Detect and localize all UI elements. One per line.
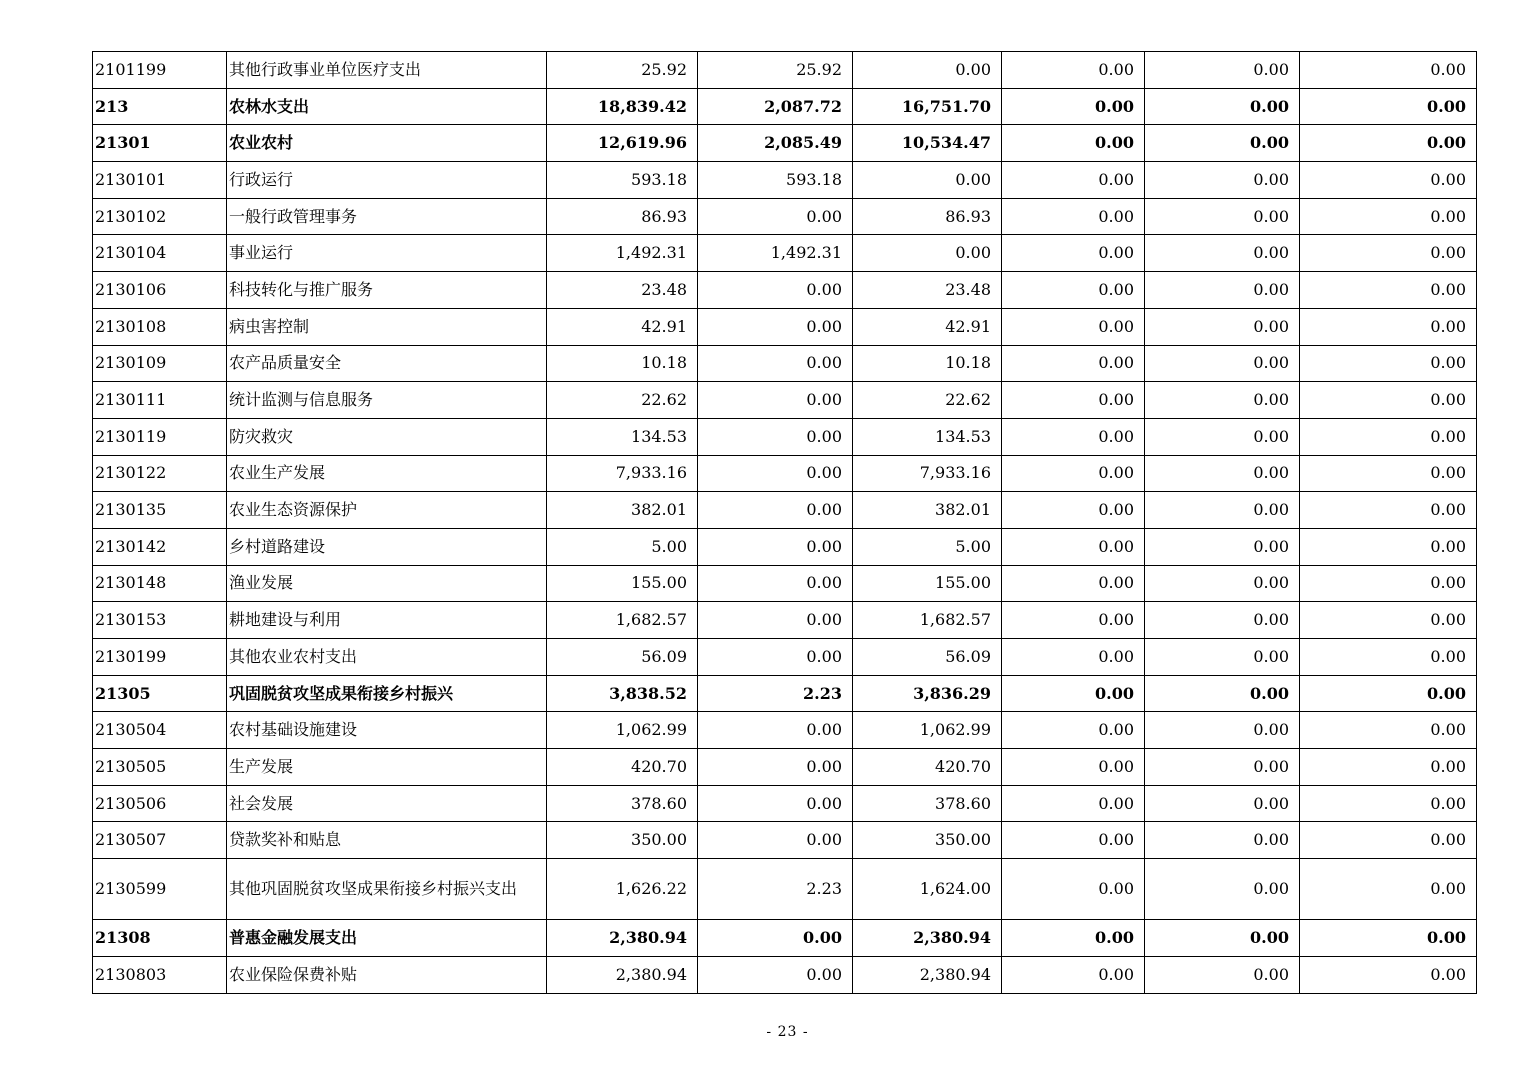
table-row	[93, 675, 1477, 712]
column-5-cell: 0.00	[1145, 272, 1300, 309]
table-row	[93, 52, 1477, 89]
subject-name-cell: 科技转化与推广服务	[227, 272, 547, 309]
column-6-cell: 0.00	[1300, 602, 1477, 639]
project-expenditure-cell: 420.70	[853, 749, 1002, 786]
subject-name-cell: 社会发展	[227, 785, 547, 822]
subject-code-cell: 2130108	[93, 308, 227, 345]
column-6-cell: 0.00	[1300, 418, 1477, 455]
project-expenditure-cell: 2,380.94	[853, 956, 1002, 993]
column-4-cell: 0.00	[1002, 920, 1145, 957]
total-cell: 1,492.31	[547, 235, 698, 272]
subject-name-cell: 农业保险保费补贴	[227, 956, 547, 993]
total-cell: 25.92	[547, 52, 698, 89]
subject-name-cell: 农林水支出	[227, 88, 547, 125]
column-4-cell: 0.00	[1002, 345, 1145, 382]
basic-expenditure-cell: 2.23	[698, 859, 853, 920]
column-4-cell: 0.00	[1002, 52, 1145, 89]
column-4-cell: 0.00	[1002, 956, 1145, 993]
column-4-cell: 0.00	[1002, 528, 1145, 565]
project-expenditure-cell: 7,933.16	[853, 455, 1002, 492]
subject-code-cell: 2101199	[93, 52, 227, 89]
column-4-cell: 0.00	[1002, 785, 1145, 822]
column-6-cell: 0.00	[1300, 749, 1477, 786]
column-4-cell: 0.00	[1002, 308, 1145, 345]
subject-code-cell: 21301	[93, 125, 227, 162]
column-5-cell: 0.00	[1145, 492, 1300, 529]
project-expenditure-cell: 42.91	[853, 308, 1002, 345]
basic-expenditure-cell: 0.00	[698, 639, 853, 676]
column-5-cell: 0.00	[1145, 52, 1300, 89]
project-expenditure-cell: 22.62	[853, 382, 1002, 419]
column-6-cell: 0.00	[1300, 345, 1477, 382]
column-4-cell: 0.00	[1002, 455, 1145, 492]
total-cell: 12,619.96	[547, 125, 698, 162]
project-expenditure-cell: 155.00	[853, 565, 1002, 602]
column-5-cell: 0.00	[1145, 198, 1300, 235]
basic-expenditure-cell: 1,492.31	[698, 235, 853, 272]
column-4-cell: 0.00	[1002, 639, 1145, 676]
subject-code-cell: 21308	[93, 920, 227, 957]
subject-name-cell: 农村基础设施建设	[227, 712, 547, 749]
basic-expenditure-cell: 0.00	[698, 822, 853, 859]
column-4-cell: 0.00	[1002, 859, 1145, 920]
subject-name-cell: 其他行政事业单位医疗支出	[227, 52, 547, 89]
total-cell: 350.00	[547, 822, 698, 859]
subject-name-cell: 其他巩固脱贫攻坚成果衔接乡村振兴支出	[227, 859, 547, 920]
table-row	[93, 492, 1477, 529]
subject-code-cell: 2130142	[93, 528, 227, 565]
column-5-cell: 0.00	[1145, 88, 1300, 125]
column-6-cell: 0.00	[1300, 382, 1477, 419]
basic-expenditure-cell: 0.00	[698, 956, 853, 993]
column-5-cell: 0.00	[1145, 308, 1300, 345]
table-row	[93, 822, 1477, 859]
column-6-cell: 0.00	[1300, 125, 1477, 162]
table-row	[93, 455, 1477, 492]
basic-expenditure-cell: 0.00	[698, 785, 853, 822]
total-cell: 593.18	[547, 162, 698, 199]
subject-name-cell: 渔业发展	[227, 565, 547, 602]
subject-code-cell: 2130102	[93, 198, 227, 235]
column-5-cell: 0.00	[1145, 639, 1300, 676]
subject-code-cell: 2130122	[93, 455, 227, 492]
basic-expenditure-cell: 0.00	[698, 382, 853, 419]
basic-expenditure-cell: 0.00	[698, 198, 853, 235]
project-expenditure-cell: 1,062.99	[853, 712, 1002, 749]
subject-name-cell: 统计监测与信息服务	[227, 382, 547, 419]
subject-name-cell: 贷款奖补和贴息	[227, 822, 547, 859]
project-expenditure-cell: 0.00	[853, 162, 1002, 199]
column-5-cell: 0.00	[1145, 455, 1300, 492]
column-5-cell: 0.00	[1145, 749, 1300, 786]
table-row	[93, 749, 1477, 786]
subject-code-cell: 2130101	[93, 162, 227, 199]
column-6-cell: 0.00	[1300, 528, 1477, 565]
subject-name-cell: 防灾救灾	[227, 418, 547, 455]
basic-expenditure-cell: 0.00	[698, 455, 853, 492]
total-cell: 23.48	[547, 272, 698, 309]
column-4-cell: 0.00	[1002, 235, 1145, 272]
table-row	[93, 418, 1477, 455]
basic-expenditure-cell: 0.00	[698, 308, 853, 345]
subject-name-cell: 一般行政管理事务	[227, 198, 547, 235]
subject-code-cell: 2130104	[93, 235, 227, 272]
subject-name-cell: 耕地建设与利用	[227, 602, 547, 639]
table-row	[93, 639, 1477, 676]
column-4-cell: 0.00	[1002, 749, 1145, 786]
table-row	[93, 198, 1477, 235]
column-6-cell: 0.00	[1300, 712, 1477, 749]
column-4-cell: 0.00	[1002, 272, 1145, 309]
project-expenditure-cell: 0.00	[853, 235, 1002, 272]
table-row	[93, 712, 1477, 749]
column-4-cell: 0.00	[1002, 382, 1145, 419]
basic-expenditure-cell: 2,085.49	[698, 125, 853, 162]
column-5-cell: 0.00	[1145, 602, 1300, 639]
subject-code-cell: 2130135	[93, 492, 227, 529]
basic-expenditure-cell: 2,087.72	[698, 88, 853, 125]
column-6-cell: 0.00	[1300, 822, 1477, 859]
subject-name-cell: 巩固脱贫攻坚成果衔接乡村振兴	[227, 675, 547, 712]
column-5-cell: 0.00	[1145, 920, 1300, 957]
column-4-cell: 0.00	[1002, 492, 1145, 529]
total-cell: 1,626.22	[547, 859, 698, 920]
column-5-cell: 0.00	[1145, 528, 1300, 565]
subject-code-cell: 2130507	[93, 822, 227, 859]
total-cell: 1,682.57	[547, 602, 698, 639]
project-expenditure-cell: 0.00	[853, 52, 1002, 89]
subject-code-cell: 2130505	[93, 749, 227, 786]
table-row	[93, 956, 1477, 993]
table-row	[93, 162, 1477, 199]
column-4-cell: 0.00	[1002, 602, 1145, 639]
project-expenditure-cell: 134.53	[853, 418, 1002, 455]
subject-name-cell: 乡村道路建设	[227, 528, 547, 565]
column-6-cell: 0.00	[1300, 455, 1477, 492]
table-row	[93, 528, 1477, 565]
total-cell: 7,933.16	[547, 455, 698, 492]
page-number: - 23 -	[766, 1024, 809, 1040]
column-6-cell: 0.00	[1300, 198, 1477, 235]
column-5-cell: 0.00	[1145, 675, 1300, 712]
total-cell: 86.93	[547, 198, 698, 235]
project-expenditure-cell: 10,534.47	[853, 125, 1002, 162]
column-5-cell: 0.00	[1145, 956, 1300, 993]
subject-code-cell: 213	[93, 88, 227, 125]
subject-code-cell: 2130599	[93, 859, 227, 920]
column-4-cell: 0.00	[1002, 88, 1145, 125]
subject-code-cell: 2130153	[93, 602, 227, 639]
basic-expenditure-cell: 0.00	[698, 528, 853, 565]
column-6-cell: 0.00	[1300, 956, 1477, 993]
subject-name-cell: 病虫害控制	[227, 308, 547, 345]
project-expenditure-cell: 23.48	[853, 272, 1002, 309]
table-row	[93, 565, 1477, 602]
column-4-cell: 0.00	[1002, 418, 1145, 455]
column-4-cell: 0.00	[1002, 162, 1145, 199]
column-6-cell: 0.00	[1300, 565, 1477, 602]
project-expenditure-cell: 350.00	[853, 822, 1002, 859]
basic-expenditure-cell: 0.00	[698, 565, 853, 602]
subject-name-cell: 事业运行	[227, 235, 547, 272]
column-5-cell: 0.00	[1145, 345, 1300, 382]
column-6-cell: 0.00	[1300, 308, 1477, 345]
subject-code-cell: 2130106	[93, 272, 227, 309]
basic-expenditure-cell: 0.00	[698, 749, 853, 786]
column-5-cell: 0.00	[1145, 565, 1300, 602]
basic-expenditure-cell: 0.00	[698, 492, 853, 529]
table-row	[93, 272, 1477, 309]
total-cell: 56.09	[547, 639, 698, 676]
basic-expenditure-cell: 0.00	[698, 602, 853, 639]
column-4-cell: 0.00	[1002, 565, 1145, 602]
subject-name-cell: 农业农村	[227, 125, 547, 162]
project-expenditure-cell: 1,682.57	[853, 602, 1002, 639]
column-5-cell: 0.00	[1145, 712, 1300, 749]
total-cell: 134.53	[547, 418, 698, 455]
column-6-cell: 0.00	[1300, 859, 1477, 920]
table-row	[93, 125, 1477, 162]
total-cell: 2,380.94	[547, 956, 698, 993]
total-cell: 382.01	[547, 492, 698, 529]
column-6-cell: 0.00	[1300, 675, 1477, 712]
subject-name-cell: 行政运行	[227, 162, 547, 199]
table-row	[93, 785, 1477, 822]
basic-expenditure-cell: 0.00	[698, 345, 853, 382]
table-row	[93, 920, 1477, 957]
total-cell: 42.91	[547, 308, 698, 345]
project-expenditure-cell: 382.01	[853, 492, 1002, 529]
total-cell: 18,839.42	[547, 88, 698, 125]
total-cell: 2,380.94	[547, 920, 698, 957]
column-4-cell: 0.00	[1002, 712, 1145, 749]
subject-name-cell: 其他农业农村支出	[227, 639, 547, 676]
column-6-cell: 0.00	[1300, 785, 1477, 822]
subject-code-cell: 2130148	[93, 565, 227, 602]
table-row	[93, 88, 1477, 125]
table-row	[93, 235, 1477, 272]
table-row	[93, 602, 1477, 639]
basic-expenditure-cell: 0.00	[698, 418, 853, 455]
column-5-cell: 0.00	[1145, 382, 1300, 419]
column-5-cell: 0.00	[1145, 822, 1300, 859]
basic-expenditure-cell: 0.00	[698, 272, 853, 309]
table-row	[93, 308, 1477, 345]
column-5-cell: 0.00	[1145, 418, 1300, 455]
column-6-cell: 0.00	[1300, 52, 1477, 89]
basic-expenditure-cell: 25.92	[698, 52, 853, 89]
column-6-cell: 0.00	[1300, 492, 1477, 529]
total-cell: 3,838.52	[547, 675, 698, 712]
total-cell: 378.60	[547, 785, 698, 822]
column-4-cell: 0.00	[1002, 675, 1145, 712]
column-4-cell: 0.00	[1002, 198, 1145, 235]
project-expenditure-cell: 1,624.00	[853, 859, 1002, 920]
project-expenditure-cell: 2,380.94	[853, 920, 1002, 957]
column-6-cell: 0.00	[1300, 639, 1477, 676]
subject-code-cell: 2130199	[93, 639, 227, 676]
project-expenditure-cell: 3,836.29	[853, 675, 1002, 712]
table-body	[93, 52, 1477, 994]
basic-expenditure-cell: 0.00	[698, 920, 853, 957]
column-5-cell: 0.00	[1145, 235, 1300, 272]
project-expenditure-cell: 378.60	[853, 785, 1002, 822]
subject-code-cell: 2130111	[93, 382, 227, 419]
project-expenditure-cell: 16,751.70	[853, 88, 1002, 125]
basic-expenditure-cell: 2.23	[698, 675, 853, 712]
column-5-cell: 0.00	[1145, 125, 1300, 162]
column-5-cell: 0.00	[1145, 859, 1300, 920]
column-6-cell: 0.00	[1300, 88, 1477, 125]
table-row	[93, 382, 1477, 419]
column-4-cell: 0.00	[1002, 822, 1145, 859]
column-6-cell: 0.00	[1300, 162, 1477, 199]
subject-code-cell: 2130803	[93, 956, 227, 993]
project-expenditure-cell: 5.00	[853, 528, 1002, 565]
subject-code-cell: 2130109	[93, 345, 227, 382]
subject-name-cell: 农业生产发展	[227, 455, 547, 492]
subject-name-cell: 农产品质量安全	[227, 345, 547, 382]
project-expenditure-cell: 56.09	[853, 639, 1002, 676]
basic-expenditure-cell: 0.00	[698, 712, 853, 749]
total-cell: 10.18	[547, 345, 698, 382]
subject-code-cell: 2130506	[93, 785, 227, 822]
subject-code-cell: 2130119	[93, 418, 227, 455]
subject-name-cell: 农业生态资源保护	[227, 492, 547, 529]
column-6-cell: 0.00	[1300, 235, 1477, 272]
column-4-cell: 0.00	[1002, 125, 1145, 162]
subject-name-cell: 普惠金融发展支出	[227, 920, 547, 957]
budget-expenditure-table	[92, 51, 1477, 994]
total-cell: 155.00	[547, 565, 698, 602]
table-row	[93, 345, 1477, 382]
subject-name-cell: 生产发展	[227, 749, 547, 786]
project-expenditure-cell: 86.93	[853, 198, 1002, 235]
subject-code-cell: 21305	[93, 675, 227, 712]
total-cell: 1,062.99	[547, 712, 698, 749]
total-cell: 22.62	[547, 382, 698, 419]
project-expenditure-cell: 10.18	[853, 345, 1002, 382]
subject-code-cell: 2130504	[93, 712, 227, 749]
total-cell: 420.70	[547, 749, 698, 786]
column-5-cell: 0.00	[1145, 785, 1300, 822]
column-6-cell: 0.00	[1300, 920, 1477, 957]
table-row	[93, 859, 1477, 920]
total-cell: 5.00	[547, 528, 698, 565]
basic-expenditure-cell: 593.18	[698, 162, 853, 199]
column-5-cell: 0.00	[1145, 162, 1300, 199]
column-6-cell: 0.00	[1300, 272, 1477, 309]
